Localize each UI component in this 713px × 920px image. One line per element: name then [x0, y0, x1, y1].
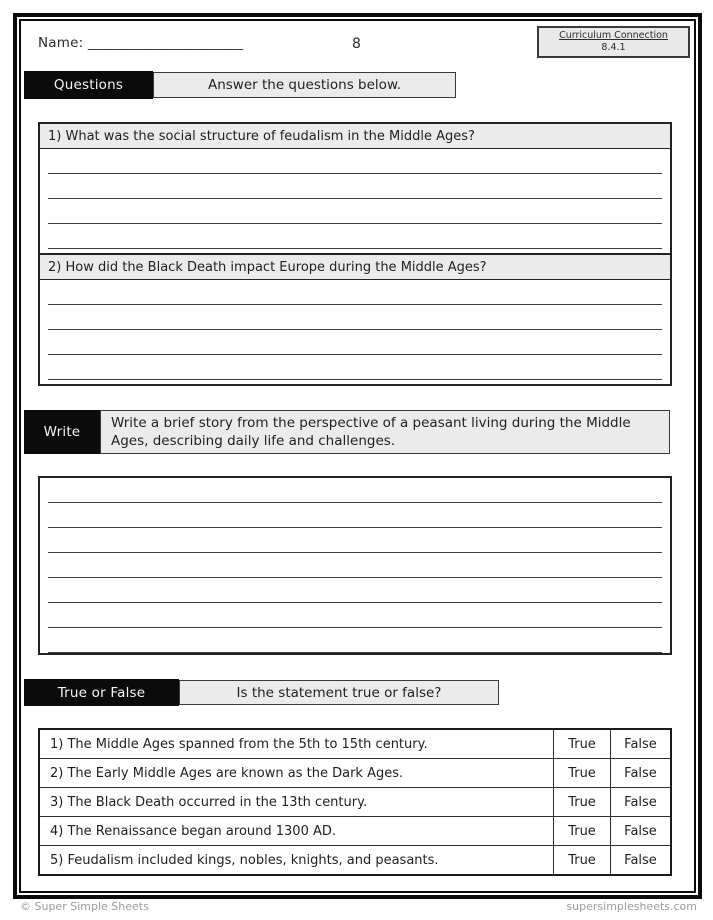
question-2-prompt: 2) How did the Black Death impact Europe during the Middle Ages?	[40, 255, 670, 280]
curriculum-connection-title: Curriculum Connection	[559, 29, 668, 41]
questions-section-label: Questions	[24, 71, 153, 99]
question-1-box	[38, 122, 672, 255]
table-row	[40, 730, 670, 758]
answer-line[interactable]	[48, 330, 662, 355]
table-row	[40, 758, 670, 787]
table-row	[40, 787, 670, 816]
answer-line[interactable]	[48, 149, 662, 174]
answer-line[interactable]	[48, 305, 662, 330]
statement-text: 5) Feudalism included kings, nobles, knights, and peasants.	[50, 852, 439, 868]
answer-line[interactable]	[48, 628, 662, 653]
footer-website: supersimplesheets.com	[566, 900, 697, 913]
answer-line[interactable]	[48, 578, 662, 603]
write-section-label: Write	[24, 410, 100, 454]
curriculum-connection-code: 8.4.1	[601, 42, 626, 53]
false-option[interactable]: False	[610, 788, 670, 816]
true-option[interactable]: True	[553, 817, 610, 845]
statement-text: 1) The Middle Ages spanned from the 5th to 15th century.	[50, 736, 428, 752]
footer-copyright: © Super Simple Sheets	[20, 900, 149, 913]
name-label: Name:	[38, 35, 84, 51]
questions-section-instruction: Answer the questions below.	[153, 72, 456, 98]
true-option[interactable]: True	[553, 730, 610, 758]
write-answer-area[interactable]	[38, 476, 672, 655]
answer-line[interactable]	[48, 478, 662, 503]
question-1-answer-area[interactable]	[40, 149, 670, 249]
false-option[interactable]: False	[610, 846, 670, 874]
write-section-instruction: Write a brief story from the perspective of a peasant living during the Middle Ages, describing daily life and challenges.	[100, 410, 670, 454]
answer-line[interactable]	[48, 355, 662, 380]
false-option[interactable]: False	[610, 817, 670, 845]
question-2-box	[38, 253, 672, 386]
page-number: 8	[352, 36, 361, 52]
true-false-table	[38, 728, 672, 876]
statement-text: 2) The Early Middle Ages are known as the Dark Ages.	[50, 765, 404, 781]
answer-line[interactable]	[48, 528, 662, 553]
false-option[interactable]: False	[610, 759, 670, 787]
table-row	[40, 845, 670, 874]
name-blank-line[interactable]: _______________________	[87, 35, 244, 51]
answer-line[interactable]	[48, 224, 662, 249]
true-option[interactable]: True	[553, 846, 610, 874]
true-option[interactable]: True	[553, 759, 610, 787]
answer-line[interactable]	[48, 603, 662, 628]
statement-text: 3) The Black Death occurred in the 13th century.	[50, 794, 368, 810]
true-option[interactable]: True	[553, 788, 610, 816]
answer-line[interactable]	[48, 280, 662, 305]
table-row	[40, 816, 670, 845]
question-1-prompt: 1) What was the social structure of feudalism in the Middle Ages?	[40, 124, 670, 149]
true-false-section-label: True or False	[24, 679, 179, 706]
answer-line[interactable]	[48, 553, 662, 578]
answer-line[interactable]	[48, 199, 662, 224]
false-option[interactable]: False	[610, 730, 670, 758]
curriculum-connection-box	[537, 26, 690, 58]
statement-text: 4) The Renaissance began around 1300 AD.	[50, 823, 337, 839]
answer-line[interactable]	[48, 174, 662, 199]
answer-line[interactable]	[48, 503, 662, 528]
question-2-answer-area[interactable]	[40, 280, 670, 380]
true-false-section-instruction: Is the statement true or false?	[179, 680, 499, 705]
